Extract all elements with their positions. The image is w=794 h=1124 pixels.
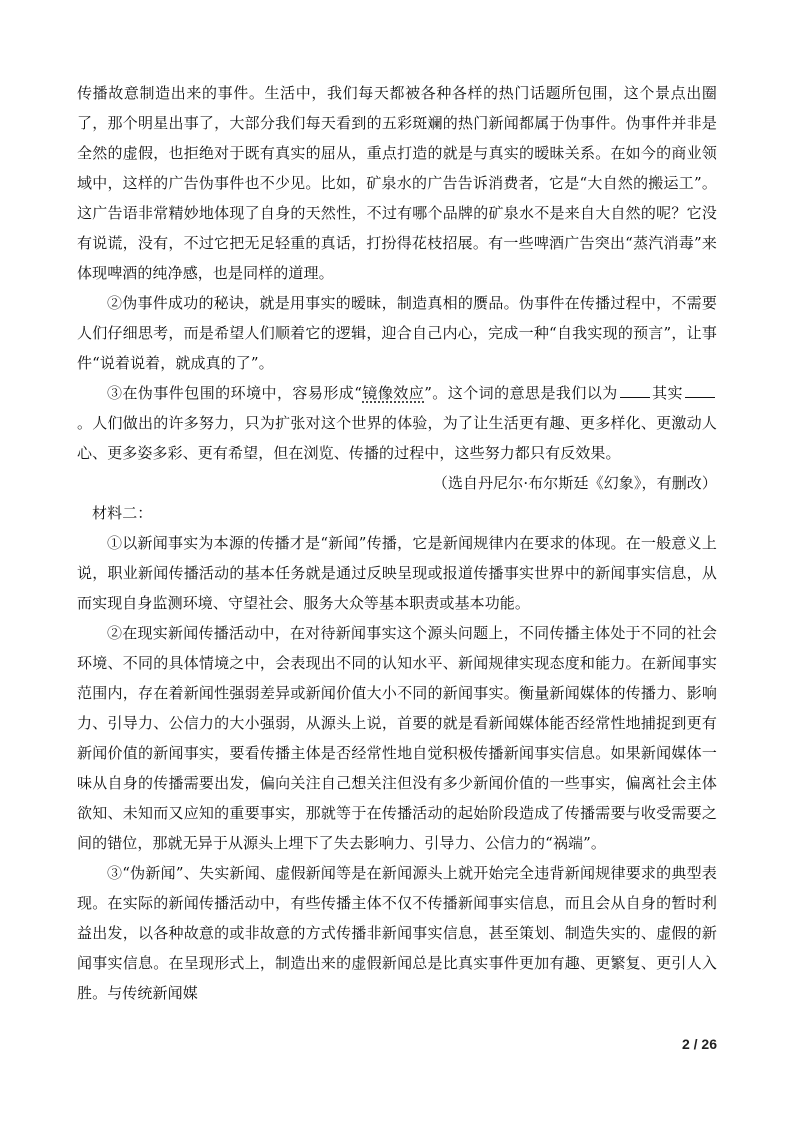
material-2-label: 材料二：	[92, 504, 153, 522]
paragraph-3-text-d: 。人们做出的许多努力，只为扩张对这个世界的体验，为了让生活更有趣、更多样化、更激动人心、更多姿多彩、更有希望，但在浏览、传播的过程中，这些努力都只有反效果。	[77, 414, 717, 462]
fill-blank-1[interactable]	[620, 382, 650, 398]
paragraph-5: ②在现实新闻传播活动中，在对待新闻事实这个源头问题上，不同传播主体处于不同的社会环境、不同的具体情境之中，会表现出不同的认知水平、新闻规律实现态度和能力。在新闻事实范围内，存在着新闻性强弱差异或新闻价值大小不同的新闻事实。衡量新闻媒体的传播力、影响力、引导力、公信力的大小强弱，从源头上说，首要的就是看新闻媒体能否经常性地捕捉到更有新闻价值的新闻事实，要看传播主体是否经常性地自觉积极传播新闻事实信息。如果新闻媒体一味从自身的传播需要出发，偏向关注自己想关注但没有多少新闻价值的一些事实，偏离社会主体欲知、未知而又应知的重要事实，那就等于在传播活动的起始阶段造成了传播需要与收受需要之间的错位，那就无异于从源头上埋下了失去影响力、引导力、公信力的“祸端”。	[77, 624, 717, 852]
paragraph-3-text-c: 其实	[651, 384, 684, 402]
page-number: 2 / 26	[681, 1036, 717, 1052]
paragraph-continuation: 传播故意制造出来的事件。生活中，我们每天都被各种各样的热门话题所包围，这个景点出圈了，那个明星出事了，大部分我们每天看到的五彩斑斓的热门新闻都属于伪事件。伪事件并非是全然的虚假，也拒绝对于既有真实的屈从，重点打造的就是与真实的暧昧关系。在如今的商业领域中，这样的广告伪事件也不少见。比如，矿泉水的广告告诉消费者，它是“大自然的搬运工”。这广告语非常精妙地体现了自身的天然性，不过有哪个品牌的矿泉水不是来自大自然的呢？它没有说谎，没有，不过它把无足轻重的真话，打扮得花枝招展。有一些啤酒广告突出“蒸汽消毒”来体现啤酒的纯净感，也是同样的道理。	[77, 84, 717, 282]
paragraph-2-text: ②伪事件成功的秘诀，就是用事实的暧昧，制造真相的赝品。伪事件在传播过程中，不需要人们仔细思考，而是希望人们顺着它的逻辑，迎合自己内心，完成一种“自我实现的预言”，让事件“说着说着，就成真的了”。	[77, 294, 717, 372]
paragraph-2	[77, 288, 717, 378]
paragraph-6: ③“伪新闻”、失实新闻、虚假新闻等是在新闻源头上就开始完全违背新闻规律要求的典型表现。在实际的新闻传播活动中，有些传播主体不仅不传播新闻事实信息，而且会从自身的暂时利益出发，以各种故意的或非故意的方式传播非新闻事实信息，甚至策划、制造失实的、虚假的新闻事实信息。在呈现形式上，制造出来的虚假新闻总是比真实事件更加有趣、更繁复、更引人入胜。与传统新闻媒	[77, 864, 717, 1002]
document-body	[77, 78, 717, 1008]
paragraph-4: ①以新闻事实为本源的传播才是“新闻”传播，它是新闻规律内在要求的体现。在一般意义上说，职业新闻传播活动的基本任务就是通过反映呈现或报道传播事实世界中的新闻事实信息，从而实现自身监测环境、守望社会、服务大众等基本职责或基本功能。	[77, 534, 717, 612]
emphasized-term: 镜像效应	[362, 384, 425, 402]
paragraph-3-text-a: ③在伪事件包围的环境中，容易形成“	[107, 384, 363, 402]
paragraph-3	[77, 378, 717, 468]
paragraph-3-text-b: ”。这个词的意思是我们以为	[424, 384, 618, 402]
fill-blank-2[interactable]	[685, 382, 715, 398]
source-citation: （选自丹尼尔·布尔斯廷《幻象》，有删改）	[432, 474, 717, 492]
